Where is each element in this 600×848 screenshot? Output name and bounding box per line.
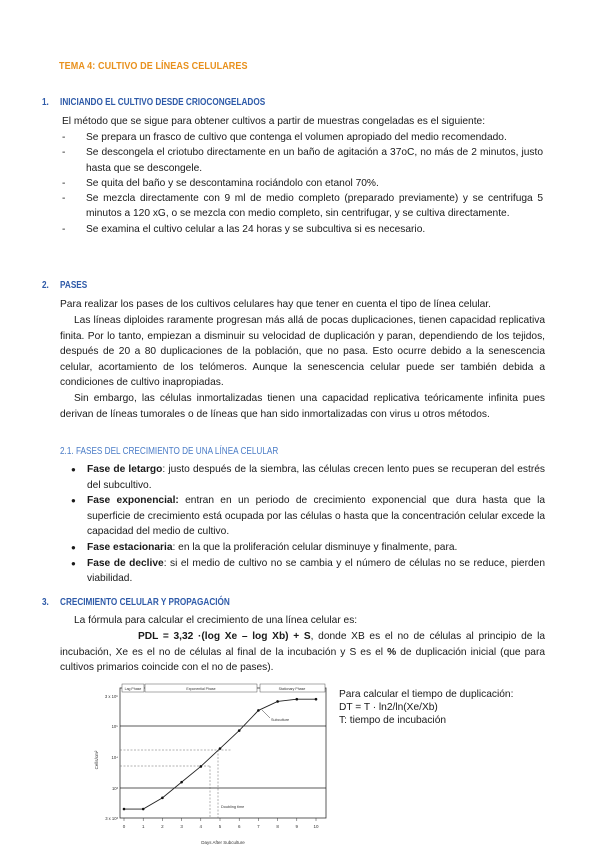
x-tick-label: 9 [295,824,299,829]
x-axis-label: Days After Subculture [201,840,245,845]
section-2-number: 2. [42,280,49,291]
x-tick-label: 4 [199,824,203,829]
data-point [238,729,241,732]
data-point [219,747,222,750]
data-point [180,781,183,784]
x-tick-label: 0 [122,824,126,829]
phase-label: Exponential Phase [186,687,216,691]
section-1-intro: El método que se sigue para obtener cultivos a partir de muestras congeladas es el siguiente: [62,116,486,127]
section-1-title: INICIANDO EL CULTIVO DESDE CRIOCONGELADOS [60,97,266,108]
section-1-list [62,130,543,237]
x-tick-label: 6 [237,824,241,829]
data-point [296,698,299,701]
y-tick-label: 10⁴ [111,755,118,760]
section-2-paragraph: Sin embargo, las células inmortalizadas tienen una capacidad replicativa teóricamente infinita pues derivan de líneas tumorales o de líneas que han sido inmortalizadas con virus u otros métodos. [60,393,545,420]
section-1-number: 1. [42,97,49,108]
annotation: Subculture [271,718,290,722]
annotation: Doubling time [221,805,245,809]
side-line: Para calcular el tiempo de duplicación: [339,689,514,700]
x-tick-label: 5 [218,824,222,829]
y-axis-label: Cells/cm² [94,750,99,770]
y-tick-label: 10⁵ [111,724,118,729]
y-tick-label: 3 x 10³ [105,816,118,821]
data-point [257,709,260,712]
section-3-heading [42,597,230,608]
y-tick-label: 10³ [111,786,118,791]
list-item: - Se prepara un frasco de cultivo que contenga el volumen apropiado del medio recomendado. [62,132,507,143]
x-tick-label: 10 [313,824,319,829]
section-3-intro: La fórmula para calcular el crecimiento de una línea celular es: [74,615,358,626]
data-point [200,765,203,768]
phase-label: Stationary Phase [278,687,306,691]
list-item: ● Fase de letargo: justo después de la siembra, las células crecen lento pues se recuperan del estrés del subcultivo. [71,464,545,491]
data-point [161,797,164,800]
data-point [142,808,145,811]
section-2-title: PASES [60,280,88,291]
formula-paragraph: PDL = 3,32 ·(log Xe – log Xb) + S, donde XB es el no de células al principio de la incubación, Xe es el no de células al final de la incubación y S es el % de duplicación inicial (que para cultivos primarios coincide con el no de pases). [60,631,546,674]
x-tick-label: 8 [276,824,279,829]
section-2-heading [42,280,87,291]
side-line: T: tiempo de incubación [339,715,447,727]
list-item: - Se examina el cultivo celular a las 24 horas y se subcultiva si es necesario. [62,223,426,235]
doubling-time-note [339,688,513,728]
section-2-paragraph: Para realizar los pases de los cultivos celulares hay que tener en cuenta el tipo de línea celular. [60,299,491,310]
growth-curve-chart [90,680,335,848]
side-line: DT = T · ln2/ln(Xe/Xb) [339,702,438,714]
list-item: ● Fase de declive: si el medio de cultivo no se cambia y el número de células no se reduce, pierden viabilidad. [71,557,545,585]
data-point [315,698,318,701]
list-item: - Se quita del baño y se descontamina rociándolo con etanol 70%. [62,177,379,189]
x-tick-label: 3 [180,824,183,829]
x-tick-label: 2 [161,824,164,829]
page-title: TEMA 4: CULTIVO DE LÍNEAS CELULARES [59,60,248,72]
section-1-heading [42,97,265,108]
section-3-number: 3. [42,597,49,608]
section-3-title: CRECIMIENTO CELULAR Y PROPAGACIÓN [60,597,230,608]
list-item: - Se mezcla directamente con 9 ml de medio completo (preparado previamente) y se centrifuga 5 minutos a 120 xG, o se mezcla con medio completo, sin centrifugar, y se cultiva directamente. [62,193,543,220]
list-item: ● Fase estacionaria: en la que la proliferación celular disminuye y finalmente, para. [71,541,458,553]
section-2-paragraph: Las líneas diploides raramente progresan más allá de pocas duplicaciones, tienen capacidad replicativa finita. Por lo tanto, empiezan a disminuir su velocidad de duplicación y paran, dependiendo de los tejidos, después de 20 a 80 duplicaciones de la población, que no pasa. Esto ocurre debido a la senescencia celular, acortamiento de los telómeros. Aunque la senescencia celular puede ser también debida a condiciones de cultivo inapropiadas. [60,315,545,389]
data-point [276,700,279,703]
growth-phases-list [71,462,546,587]
pdl-formula: PDL = 3,32 ·(log Xe – log Xb) + S [138,631,311,642]
x-tick-label: 1 [141,824,145,829]
y-tick-label: 3 x 10⁶ [104,694,118,699]
x-tick-label: 7 [257,824,260,829]
phase-label: Lag Phase [124,687,142,691]
section-2-1-heading: 2.1. FASES DEL CRECIMIENTO DE UNA LÍNEA CELULAR [60,446,279,457]
list-item: ● Fase exponencial: entran en un periodo de crecimiento exponencial que dura hasta que la superficie de crecimiento está ocupada por las células o hasta que la concentración celular excede la capacidad del medio de cultivo. [71,495,546,538]
list-item: - Se descongela el criotubo directamente en un baño de agitación a 37oC, no más de 2 minutos, justo hasta que se descongele. [62,147,543,174]
data-point [123,808,126,811]
